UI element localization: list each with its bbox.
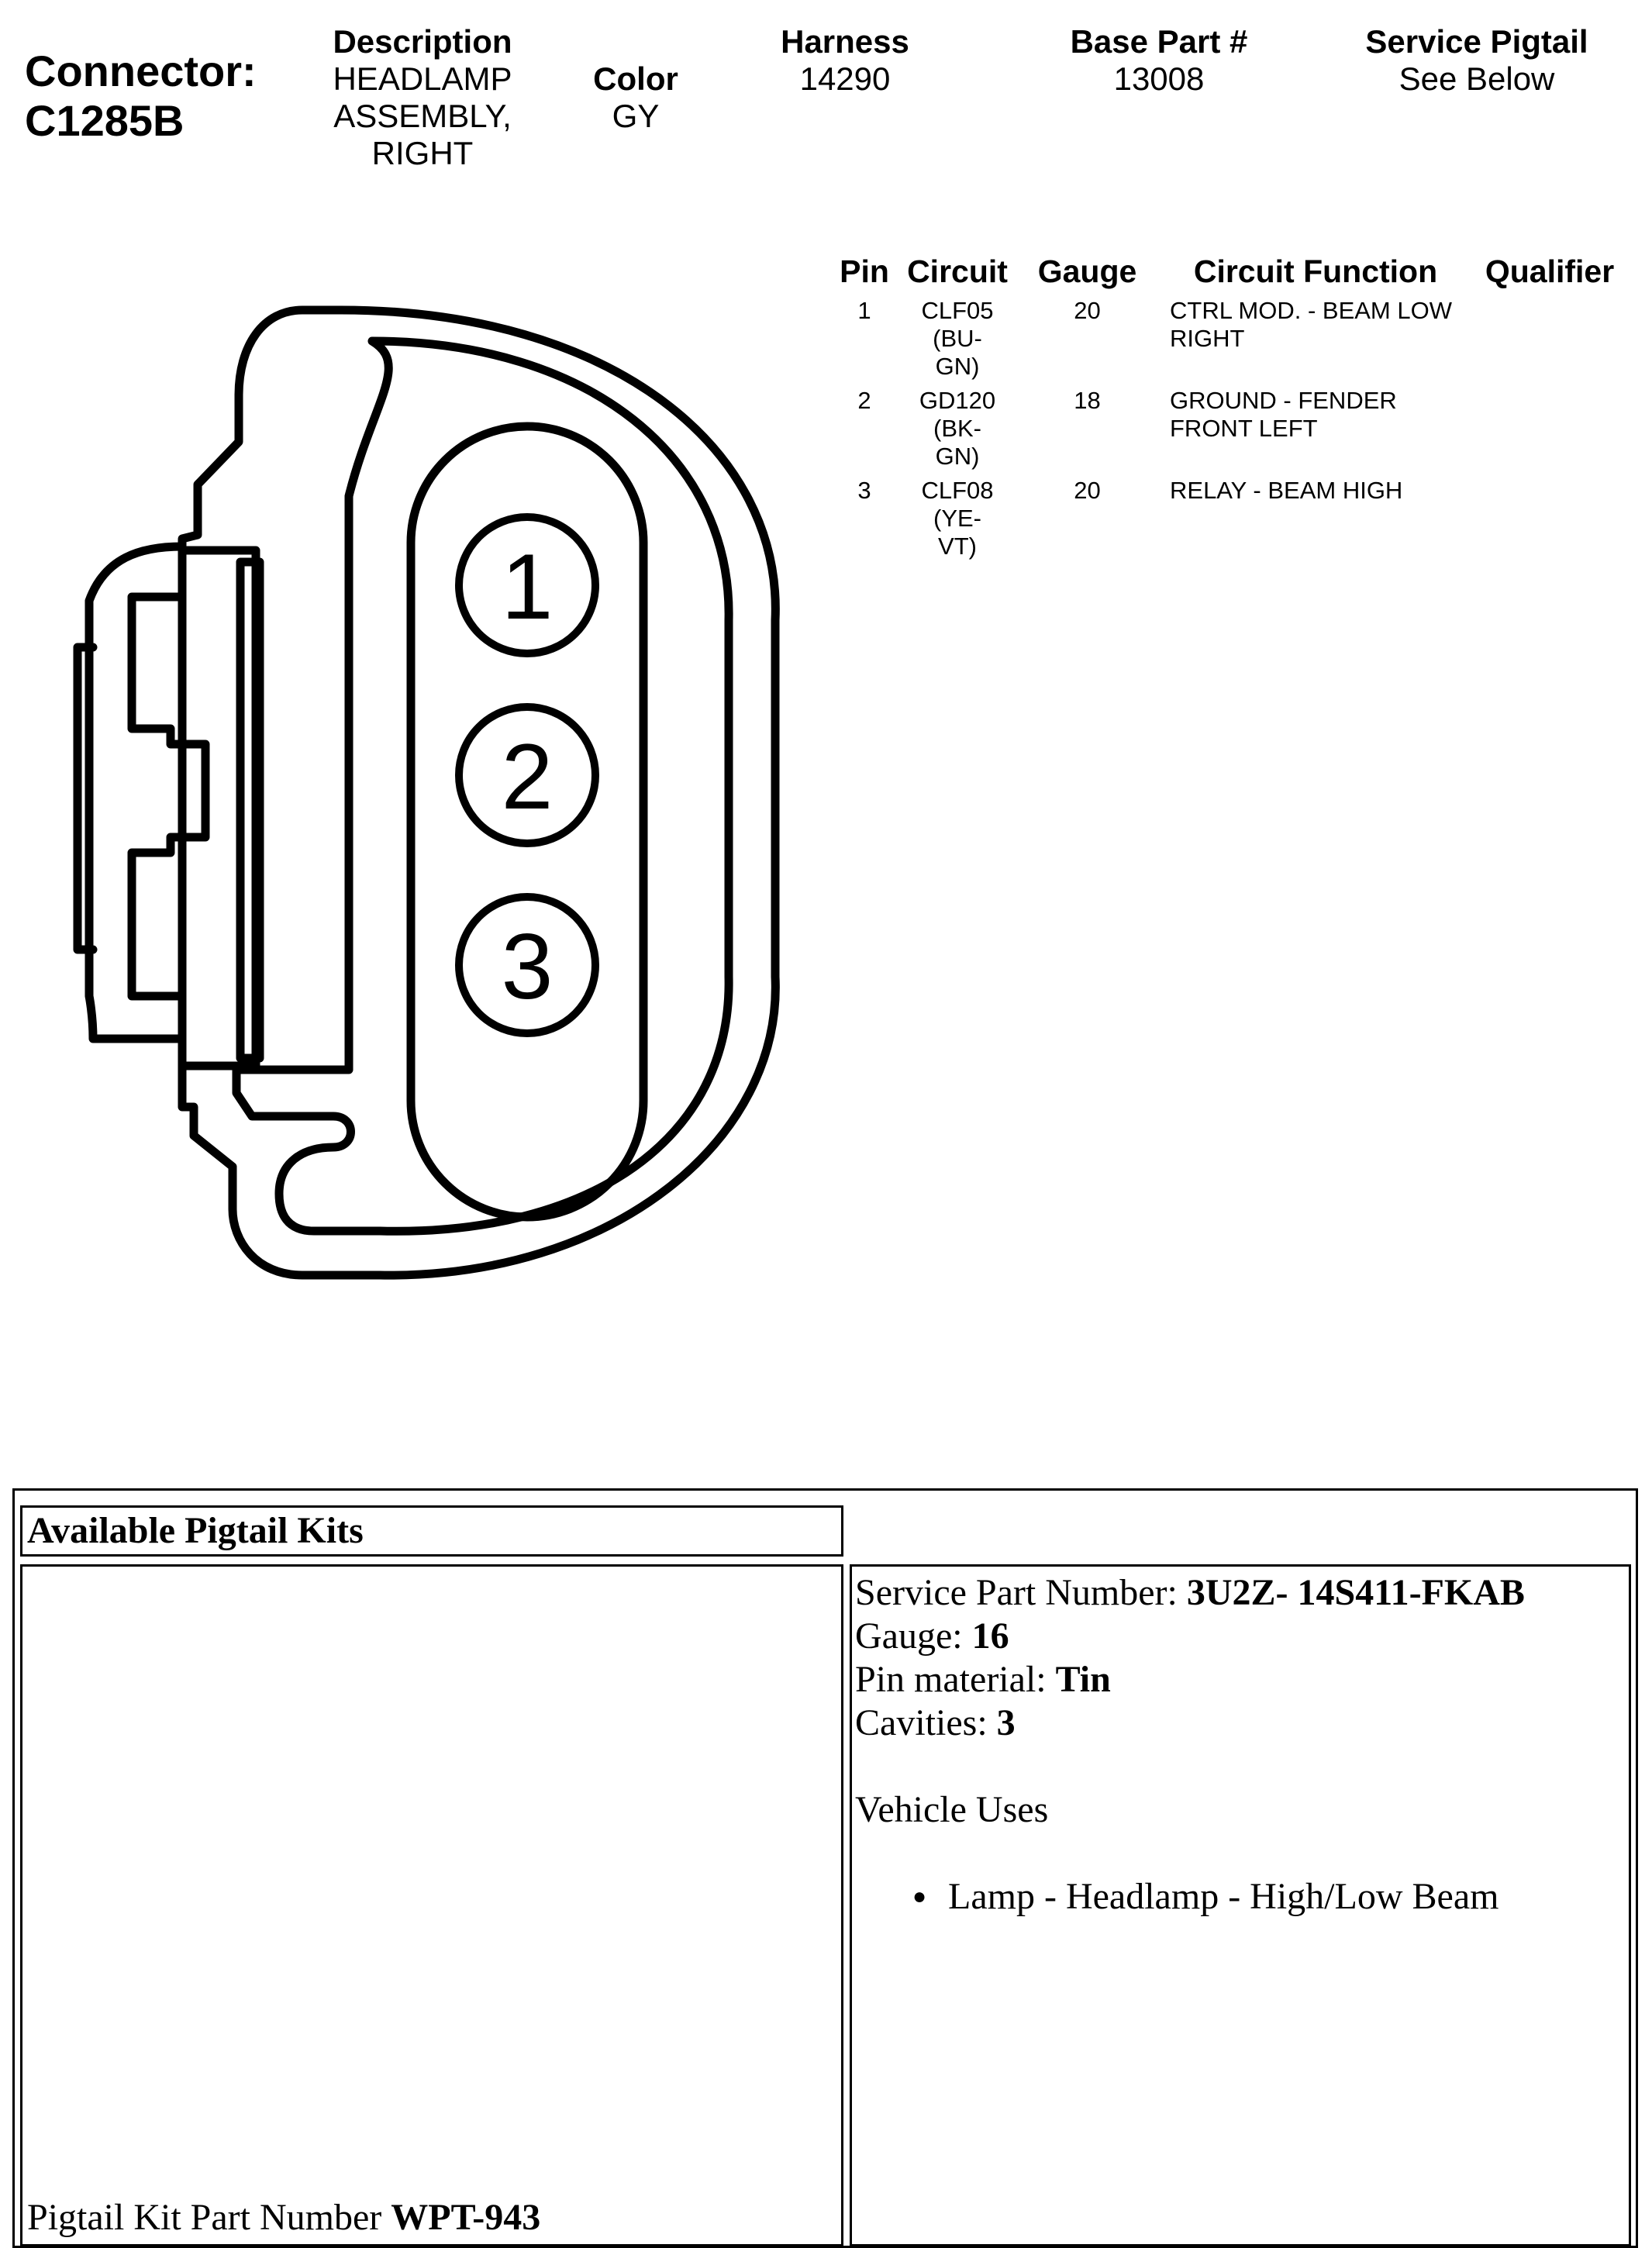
- connector-id: C1285B: [25, 96, 185, 145]
- gauge-label: Gauge:: [855, 1615, 972, 1657]
- latch-outer: [182, 550, 256, 1066]
- gauge-line: [855, 1615, 1629, 1658]
- function-cell: [1159, 381, 1472, 471]
- latch-inner: [240, 562, 260, 1058]
- gauge-value: 16: [971, 1615, 1009, 1657]
- connector-title: [25, 47, 257, 146]
- function-cell: [1159, 291, 1472, 381]
- function-line: CTRL MOD. - BEAM LOW: [1170, 297, 1452, 324]
- kit-part-value: WPT-943: [391, 2197, 541, 2238]
- description-line: ASSEMBLY,: [333, 98, 512, 134]
- pin-table: [829, 252, 1627, 560]
- circuit-line: GD120 (BK-: [919, 387, 996, 442]
- service-pigtail-value: See Below: [1399, 60, 1555, 97]
- color-heading: Color: [593, 60, 678, 97]
- header-circuit: Circuit: [907, 253, 1008, 289]
- harness-column: [744, 23, 946, 98]
- table-row: [829, 381, 1627, 471]
- service-pigtail-heading: Service Pigtail: [1365, 23, 1588, 60]
- service-part-label: Service Part Number:: [855, 1572, 1187, 1613]
- kit-part-number: [27, 2196, 540, 2239]
- kit-part-label: Pigtail Kit Part Number: [27, 2197, 391, 2238]
- description-line: RIGHT: [371, 135, 474, 171]
- vehicle-uses-heading: Vehicle Uses: [855, 1789, 1049, 1830]
- latch-lock: [132, 597, 205, 996]
- circuit-line: VT): [938, 533, 977, 560]
- gauge-cell: 20: [1074, 297, 1101, 324]
- base-part-column: [1043, 23, 1275, 98]
- color-value: GY: [612, 98, 660, 134]
- circuit-line: CLF08 (YE-: [921, 477, 994, 532]
- service-part-line: [855, 1571, 1629, 1615]
- pin-table-header: [829, 252, 1627, 291]
- circuit-line: GN): [935, 353, 980, 380]
- function-cell: [1159, 471, 1472, 560]
- vehicle-use-text: Lamp - Headlamp - High/Low Beam: [948, 1876, 1499, 1917]
- circuit-line: GN): [935, 443, 980, 470]
- pin-number: 3: [857, 477, 871, 504]
- pin-material-line: [855, 1658, 1629, 1702]
- connector-face-drawing: [47, 295, 791, 1302]
- cavities-label: Cavities:: [855, 1702, 997, 1743]
- pigtail-kits-title: Available Pigtail Kits: [20, 1505, 843, 1557]
- bullet-icon: ●: [912, 1884, 927, 1909]
- cavity-1-label: 1: [501, 535, 554, 639]
- description-line: HEADLAMP: [333, 60, 512, 97]
- harness-heading: Harness: [781, 23, 909, 60]
- qualifier-cell: [1472, 291, 1627, 381]
- harness-value: 14290: [799, 60, 891, 97]
- table-row: [829, 471, 1627, 560]
- qualifier-cell: [1472, 381, 1627, 471]
- function-line: GROUND - FENDER: [1170, 387, 1397, 414]
- pigtail-kit-cell: [20, 1564, 843, 2246]
- circuit-cell: [899, 381, 1016, 471]
- header-pin: Pin: [840, 253, 889, 289]
- circuit-line: CLF05 (BU-: [921, 297, 994, 352]
- cavities-line: [855, 1702, 1629, 1745]
- base-part-value: 13008: [1113, 60, 1205, 97]
- service-part-value: 3U2Z- 14S411-FKAB: [1186, 1572, 1525, 1613]
- color-column: [574, 60, 698, 135]
- cavities-value: 3: [996, 1702, 1016, 1743]
- description-column: [310, 23, 535, 172]
- pigtail-kit-details: [850, 1564, 1631, 2246]
- header-circuit-function: Circuit Function: [1193, 253, 1438, 289]
- base-part-heading: Base Part #: [1070, 23, 1248, 60]
- cavity-2-label: 2: [501, 725, 554, 829]
- function-line: RELAY - BEAM HIGH: [1170, 477, 1403, 504]
- function-line: RIGHT: [1170, 325, 1245, 352]
- gauge-cell: 18: [1074, 387, 1101, 414]
- header-qualifier: Qualifier: [1485, 253, 1615, 289]
- list-item: [912, 1875, 1629, 1919]
- header-gauge: Gauge: [1037, 253, 1137, 289]
- qualifier-cell: [1472, 471, 1627, 560]
- pin-material-label: Pin material:: [855, 1659, 1056, 1700]
- service-pigtail-column: [1333, 23, 1620, 98]
- vehicle-uses-list: [855, 1875, 1629, 1919]
- circuit-cell: [899, 291, 1016, 381]
- gauge-cell: 20: [1074, 477, 1101, 504]
- pin-number: 2: [857, 387, 871, 414]
- circuit-cell: [899, 471, 1016, 560]
- cavity-3-label: 3: [501, 915, 554, 1019]
- table-row: [829, 291, 1627, 381]
- function-line: FRONT LEFT: [1170, 415, 1318, 442]
- pin-number: 1: [857, 297, 871, 324]
- pin-material-value: Tin: [1055, 1659, 1111, 1700]
- description-heading: Description: [333, 23, 512, 60]
- connector-label: Connector:: [25, 47, 257, 95]
